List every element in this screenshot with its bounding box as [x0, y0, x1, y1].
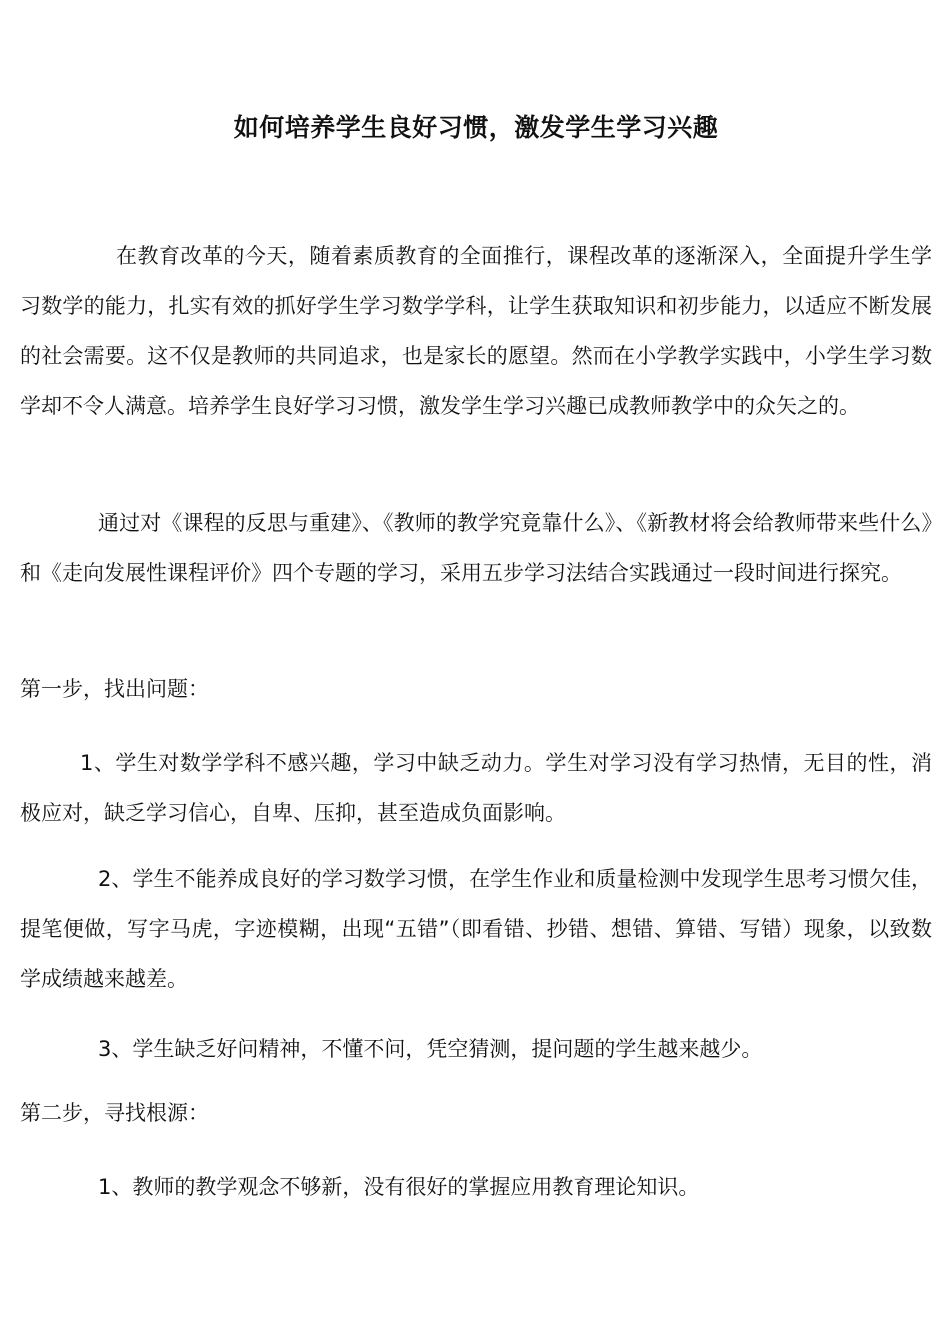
problem-item-3: 3、学生缺乏好问精神，不懂不问，凭空猜测，提问题的学生越来越少。 [98, 1037, 763, 1061]
heading-step-two: 第二步，寻找根源： [20, 1101, 209, 1125]
problem-item-2: 2、学生不能养成良好的学习数学习惯，在学生作业和质量检测中发现学生思考习惯欠佳，提笔便做，写字马虎，字迹模糊，出现“五错”（即看错、抄错、想错、算错、写错）现象，以致数学成绩越来越差。 [20, 867, 932, 991]
heading-step-one: 第一步，找出问题： [20, 677, 209, 701]
root-cause-item-1: 1、教师的教学观念不够新，没有很好的掌握应用教育理论知识。 [98, 1175, 700, 1199]
document-page [20, 0, 932, 1344]
paragraph-study-topics: 通过对《课程的反思与重建》、《教师的教学究竟靠什么》、《新教材将会给教师带来些什么》和《走向发展性课程评价》四个专题的学习，采用五步学习法结合实践通过一段时间进行探究。 [20, 511, 932, 585]
document-title: 如何培养学生良好习惯，激发学生学习兴趣 [233, 113, 719, 142]
problem-item-1: 1、学生对数学学科不感兴趣，学习中缺乏动力。学生对学习没有学习热情，无目的性，消极应对，缺乏学习信心，自卑、压抑，甚至造成负面影响。 [20, 751, 932, 825]
paragraph-intro: 在教育改革的今天，随着素质教育的全面推行，课程改革的逐渐深入，全面提升学生学习数学的能力，扎实有效的抓好学生学习数学学科，让学生获取知识和初步能力，以适应不断发展的社会需要。这不仅是教师的共同追求，也是家长的愿望。然而在小学教学实践中，小学生学习数学却不令人满意。培养学生良好学习习惯，激发学生学习兴趣已成教师教学中的众矢之的。 [20, 244, 932, 418]
